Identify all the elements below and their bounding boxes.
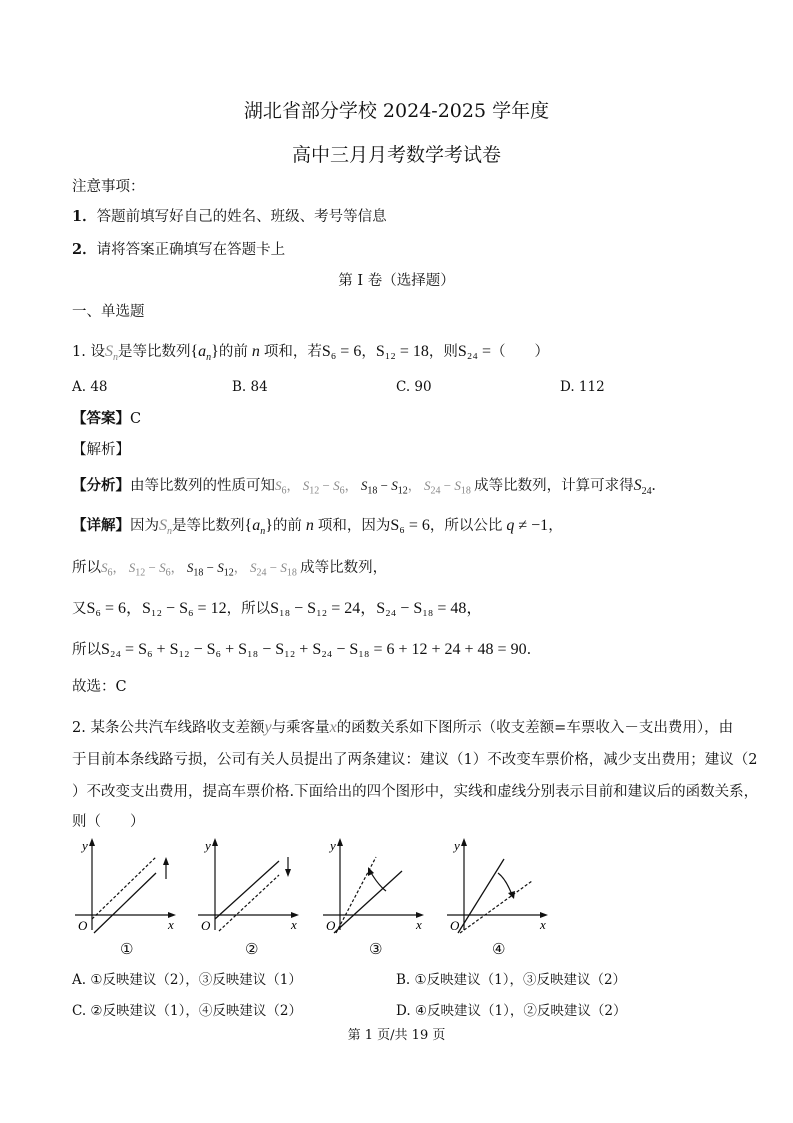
line3-b: ，所以 bbox=[226, 601, 271, 617]
answer-tag: 【答案】 bbox=[72, 410, 130, 427]
svg-text:y: y bbox=[205, 838, 211, 853]
math-an-set: $\{a_n\}$ bbox=[190, 343, 219, 364]
q2-line1-c: 的函数关系如下图所示（收支差额=车票收入－支出费用），由 bbox=[336, 720, 734, 736]
line4-eq: S₂₄ = S₆ + S₁₂ − S₆ + S₁₈ − S₁₂ + S₂₄ − S₁₈ = 6 + 12 + 24 + 48 = 90 bbox=[101, 641, 527, 658]
xj-S6: S₆ = 6 bbox=[390, 517, 430, 534]
figure-3 bbox=[318, 835, 428, 935]
q2-line3: ）不改变支出费用，提高车票价格.下面给出的四个图形中，实线和虚线分别表示目前和建议后的函数关系， bbox=[72, 784, 759, 800]
volume-heading: 第 I 卷（选择题） bbox=[338, 273, 455, 289]
math-S12: S₁₂ = 18 bbox=[375, 343, 429, 360]
q1-stem-b: 是等比数列 bbox=[117, 344, 191, 360]
xj-an-set: $\{a_n\}$ bbox=[244, 517, 273, 538]
page-footer: 第 1 页/共 19 页 bbox=[347, 1028, 446, 1043]
figure-4 bbox=[442, 835, 552, 935]
math-S6: S₆ = 6 bbox=[321, 343, 362, 360]
svg-text:x: x bbox=[540, 917, 546, 932]
line3-eq1: S₆ = 6，S₁₂ − S₆ = 12 bbox=[86, 600, 227, 617]
analysis-tag: 【解析】 bbox=[72, 442, 130, 458]
xj-n: n bbox=[305, 517, 314, 534]
svg-text:O: O bbox=[78, 918, 88, 933]
q1-stem-a: 1. 设 bbox=[72, 344, 105, 360]
note-item-2-text: 请将答案正确填写在答题卡上 bbox=[96, 242, 286, 258]
svg-text:y: y bbox=[82, 838, 88, 853]
math-y: y bbox=[264, 719, 272, 736]
q1-answer bbox=[72, 409, 141, 429]
figure-2-label: ② bbox=[245, 940, 259, 958]
q1-line3 bbox=[72, 599, 482, 619]
q1-stem-f: ，则 bbox=[428, 344, 458, 360]
title-line-1: 湖北省部分学校 2024-2025 学年度 bbox=[243, 100, 550, 122]
math-S24: S₂₄ = bbox=[457, 343, 491, 360]
xj-q: q ≠ −1 bbox=[506, 517, 549, 534]
fenxi-tag: 【分析】 bbox=[72, 477, 130, 494]
q1-stem bbox=[72, 342, 549, 368]
q1-choice: 故选：C bbox=[72, 679, 127, 695]
q1-stem-g: （ ） bbox=[490, 344, 549, 360]
xj-c: 的前 bbox=[272, 518, 302, 534]
q1-line2 bbox=[72, 558, 387, 584]
part-heading: 一、单选题 bbox=[72, 304, 145, 320]
note-item-1-num: 1． bbox=[72, 208, 97, 225]
q2-option-b: B. ①反映建议（1），③反映建议（2） bbox=[396, 972, 627, 988]
figure-1-label: ① bbox=[120, 940, 134, 958]
figure-1 bbox=[70, 835, 180, 935]
svg-text:x: x bbox=[291, 917, 297, 932]
q1-fenxi bbox=[72, 476, 656, 502]
math-Sn: $S_n$ bbox=[104, 343, 118, 364]
answer-value: C bbox=[130, 411, 142, 427]
xj-Sn: $S_n$ bbox=[159, 517, 172, 538]
fenxi-a: 由等比数列的性质可知 bbox=[130, 478, 275, 494]
figure-2 bbox=[193, 835, 303, 935]
q2-line4: 则（ ） bbox=[72, 814, 145, 830]
q2-option-c: C. ②反映建议（1），④反映建议（2） bbox=[72, 1003, 302, 1019]
note-item-2 bbox=[72, 240, 285, 260]
xj-b: 是等比数列 bbox=[172, 518, 245, 534]
svg-text:x: x bbox=[168, 917, 174, 932]
note-item-1-text: 答题前填写好自己的姓名、班级、考号等信息 bbox=[96, 209, 387, 225]
xj-a: 因为 bbox=[130, 518, 159, 534]
notes-heading: 注意事项： bbox=[72, 179, 145, 195]
q1-stem-d: 项和，若 bbox=[263, 344, 322, 360]
q1-line4: 所以S₂₄ = S₆ + S₁₂ − S₆ + S₁₈ − S₁₂ + S₂₄ − S₁₈ = 6 + 12 + 24 + 48 = 90. bbox=[72, 641, 532, 658]
svg-text:O: O bbox=[450, 918, 460, 933]
svg-text:O: O bbox=[326, 918, 336, 933]
q1-option-d: D. 112 bbox=[560, 379, 605, 395]
q1-option-c: C. 90 bbox=[396, 379, 432, 395]
xj-d: 项和，因为 bbox=[317, 518, 391, 534]
q2-line1-b: 与乘客量 bbox=[271, 720, 330, 736]
svg-text:x: x bbox=[416, 917, 422, 932]
q1-stem-c: 的前 bbox=[218, 344, 248, 360]
title-line-2: 高中三月月考数学考试卷 bbox=[291, 144, 501, 166]
note-item-2-num: 2． bbox=[72, 241, 97, 258]
q1-option-a: A. 48 bbox=[72, 379, 108, 395]
line4-a: 所以 bbox=[72, 642, 101, 658]
q1-stem-e: ， bbox=[361, 344, 376, 360]
line2-a: 所以 bbox=[72, 560, 101, 576]
figure-4-label: ④ bbox=[492, 940, 506, 958]
line2-seq: $S_6$， $S_{12} - S_6$， $S_{18} - S_{12}$， $S_{24} - S_{18}$ bbox=[101, 560, 297, 579]
q1-option-b: B. 84 bbox=[232, 379, 268, 395]
line2-b: 成等比数列， bbox=[300, 560, 388, 576]
q2-line1 bbox=[72, 718, 733, 738]
line3-eq2: S₁₈ − S₁₂ = 24，S₂₄ − S₁₈ = 48， bbox=[270, 600, 483, 617]
svg-text:y: y bbox=[330, 838, 336, 853]
q2-line2: 于目前本条线路亏损，公司有关人员提出了两条建议：建议（1）不改变车票价格，减少支出费用；建议（2 bbox=[72, 752, 758, 768]
svg-text:O: O bbox=[201, 918, 211, 933]
fenxi-seq: $S_6$， $S_{12} - S_6$， $S_{18} - S_{12}$， $S_{24} - S_{18}$ bbox=[275, 478, 471, 497]
xiangjie-tag: 【详解】 bbox=[72, 517, 130, 534]
figure-3-label: ③ bbox=[369, 940, 383, 958]
svg-text:y: y bbox=[454, 838, 460, 853]
q2-option-a: A. ①反映建议（2），③反映建议（1） bbox=[72, 972, 302, 988]
xj-e: ，所以公比 bbox=[429, 518, 503, 534]
fenxi-b: 成等比数列，计算可求得 bbox=[474, 478, 634, 494]
math-x: x bbox=[329, 719, 337, 736]
line3-a: 又 bbox=[72, 601, 87, 617]
q2-option-d: D. ④反映建议（1），②反映建议（2） bbox=[396, 1003, 627, 1019]
q2-line1-a: 2. 某条公共汽车线路收支差额 bbox=[72, 720, 265, 736]
math-n: n bbox=[251, 343, 260, 360]
note-item-1 bbox=[72, 207, 387, 227]
q1-xiangjie: 【详解】因为$S_n$是等比数列$\{a_n\}$的前 n 项和，因为S₆ = 6，所以公比 q ≠ −1， bbox=[72, 517, 563, 538]
fenxi-S24: $S_{24}$. bbox=[633, 477, 656, 498]
